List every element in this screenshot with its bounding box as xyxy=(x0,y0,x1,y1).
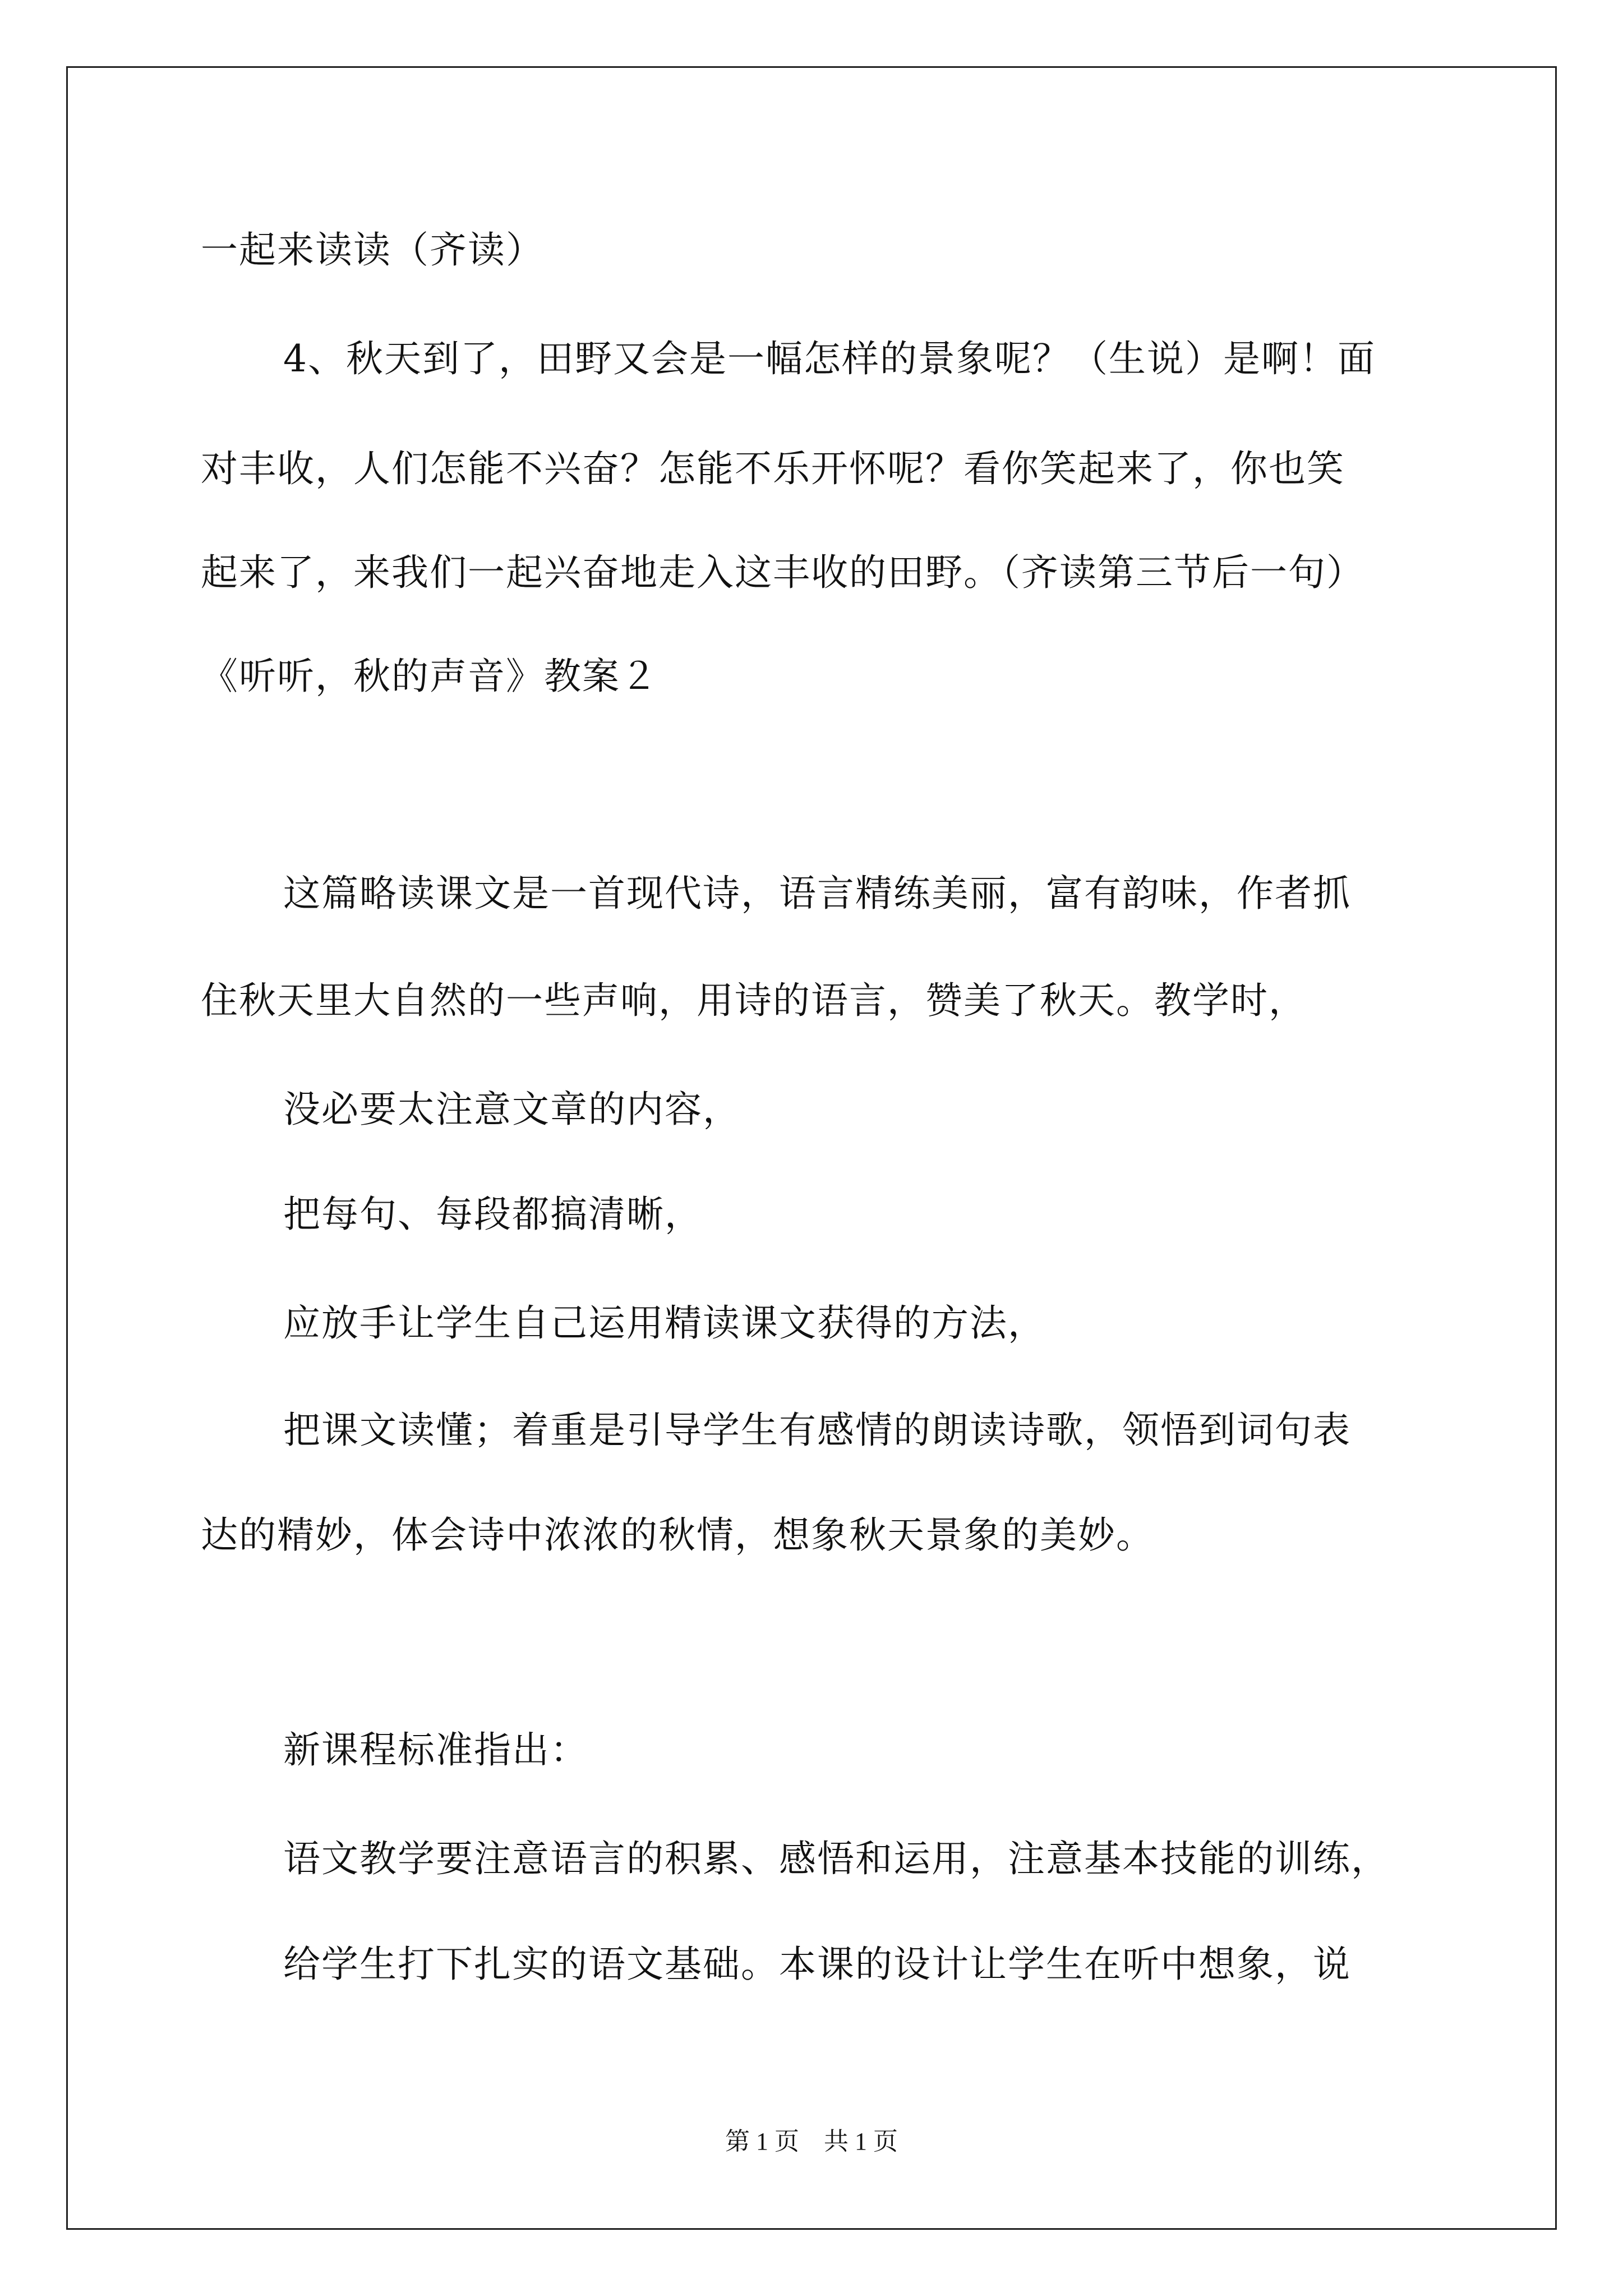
text-line: 语文教学要注意语言的积累、感悟和运用，注意基本技能的训练， xyxy=(283,1837,1389,1880)
page-footer: 第 1 页 共 1 页 xyxy=(725,2128,898,2155)
text-line: 达的精妙，体会诗中浓浓的秋情，想象秋天景象的美妙。 xyxy=(201,1513,1154,1557)
page-border xyxy=(66,66,1557,2230)
text-line: 把每句、每段都搞清晰， xyxy=(283,1193,703,1236)
section-heading: 《听听，秋的声音》教案２ xyxy=(201,655,658,698)
text-line: 这篇略读课文是一首现代诗，语言精练美丽，富有韵味，作者抓 xyxy=(283,872,1351,915)
text-line: 一起来读读（齐读） xyxy=(201,228,544,272)
text-line: 对丰收，人们怎能不兴奋？怎能不乐开怀呢？看你笑起来了，你也笑 xyxy=(201,447,1345,490)
text-line: 4、秋天到了，田野又会是一幅怎样的景象呢？（生说）是啊！面 xyxy=(283,337,1376,380)
text-line: 新课程标准指出： xyxy=(283,1728,588,1772)
text-line: 起来了，来我们一起兴奋地走入这丰收的田野。（齐读第三节后一句） xyxy=(201,551,1364,594)
text-line: 把课文读懂；着重是引导学生有感情的朗读诗歌，领悟到词句表 xyxy=(283,1409,1351,1452)
text-line: 给学生打下扎实的语文基础。本课的设计让学生在听中想象，说 xyxy=(283,1943,1351,1986)
text-line: 住秋天里大自然的一些声响，用诗的语言，赞美了秋天。教学时， xyxy=(201,979,1307,1022)
text-line: 应放手让学生自己运用精读课文获得的方法， xyxy=(283,1301,1046,1345)
text-line: 没必要太注意文章的内容， xyxy=(283,1088,741,1131)
